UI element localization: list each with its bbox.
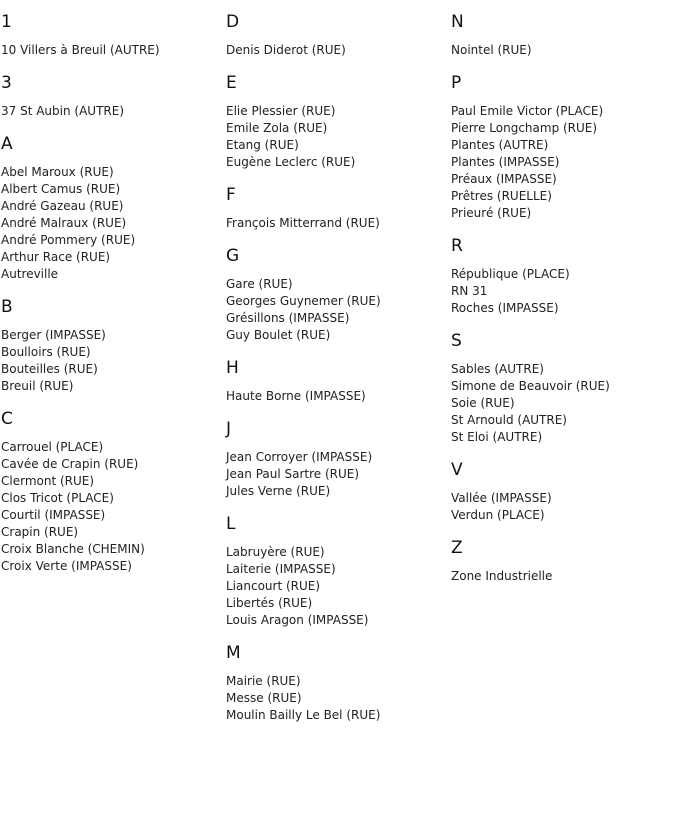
street-list bbox=[1, 164, 216, 283]
street-item: André Gazeau (RUE) bbox=[1, 199, 124, 213]
section-letter-heading: M bbox=[226, 643, 241, 663]
street-item: Jean Corroyer (IMPASSE) bbox=[226, 450, 373, 464]
street-item: François Mitterrand (RUE) bbox=[226, 216, 380, 230]
street-list bbox=[226, 544, 441, 629]
street-item: Denis Diderot (RUE) bbox=[226, 43, 346, 57]
letter-section bbox=[226, 514, 441, 629]
street-item: 37 St Aubin (AUTRE) bbox=[1, 104, 125, 118]
index-column-3 bbox=[451, 12, 666, 599]
street-list bbox=[1, 103, 216, 120]
street-item: Berger (IMPASSE) bbox=[1, 328, 106, 342]
street-item: Boulloirs (RUE) bbox=[1, 345, 91, 359]
section-letter-heading: Z bbox=[451, 538, 463, 558]
section-letter-heading: S bbox=[451, 331, 462, 351]
section-letter-heading: C bbox=[1, 409, 13, 429]
street-item: Guy Boulet (RUE) bbox=[226, 328, 331, 342]
street-item: Soie (RUE) bbox=[451, 396, 515, 410]
section-letter-heading: J bbox=[226, 419, 232, 439]
letter-section bbox=[451, 331, 666, 446]
street-item: Cavée de Crapin (RUE) bbox=[1, 457, 139, 471]
street-item: Zone Industrielle bbox=[451, 569, 553, 583]
street-list bbox=[451, 490, 666, 524]
street-list bbox=[451, 42, 666, 59]
street-list bbox=[226, 215, 441, 232]
street-list bbox=[1, 327, 216, 395]
street-item: Croix Verte (IMPASSE) bbox=[1, 559, 132, 573]
street-list bbox=[226, 276, 441, 344]
street-item: Sables (AUTRE) bbox=[451, 362, 544, 376]
street-item: Eugène Leclerc (RUE) bbox=[226, 155, 356, 169]
street-item: Prieuré (RUE) bbox=[451, 206, 532, 220]
street-item: Clos Tricot (PLACE) bbox=[1, 491, 114, 505]
section-letter-heading: 3 bbox=[1, 73, 12, 93]
section-letter-heading: 1 bbox=[1, 12, 12, 32]
street-item: Jules Verne (RUE) bbox=[226, 484, 331, 498]
street-list bbox=[226, 673, 441, 724]
street-item: Crapin (RUE) bbox=[1, 525, 79, 539]
section-letter-heading: F bbox=[226, 185, 236, 205]
street-item: République (PLACE) bbox=[451, 267, 570, 281]
street-item: Libertés (RUE) bbox=[226, 596, 313, 610]
section-letter-heading: A bbox=[1, 134, 13, 154]
street-list bbox=[451, 103, 666, 222]
section-letter-heading: G bbox=[226, 246, 240, 266]
street-item: Plantes (IMPASSE) bbox=[451, 155, 560, 169]
street-item: Clermont (RUE) bbox=[1, 474, 95, 488]
section-letter-heading: R bbox=[451, 236, 463, 256]
section-letter-heading: D bbox=[226, 12, 240, 32]
street-item: Jean Paul Sartre (RUE) bbox=[226, 467, 360, 481]
street-item: Gare (RUE) bbox=[226, 277, 293, 291]
street-item: Pierre Longchamp (RUE) bbox=[451, 121, 598, 135]
letter-section bbox=[1, 73, 216, 120]
street-item: Mairie (RUE) bbox=[226, 674, 301, 688]
letter-section bbox=[1, 12, 216, 59]
street-item: André Malraux (RUE) bbox=[1, 216, 127, 230]
letter-section bbox=[451, 236, 666, 317]
street-item: Arthur Race (RUE) bbox=[1, 250, 111, 264]
street-item: St Eloi (AUTRE) bbox=[451, 430, 543, 444]
section-letter-heading: H bbox=[226, 358, 239, 378]
street-item: Breuil (RUE) bbox=[1, 379, 74, 393]
letter-section bbox=[451, 12, 666, 59]
street-list bbox=[226, 42, 441, 59]
index-column-2 bbox=[226, 12, 441, 738]
street-item: Haute Borne (IMPASSE) bbox=[226, 389, 366, 403]
letter-section bbox=[226, 358, 441, 405]
street-item: Croix Blanche (CHEMIN) bbox=[1, 542, 145, 556]
letter-section bbox=[1, 134, 216, 283]
street-item: André Pommery (RUE) bbox=[1, 233, 136, 247]
section-letter-heading: N bbox=[451, 12, 464, 32]
street-item: Albert Camus (RUE) bbox=[1, 182, 121, 196]
street-item: Paul Emile Victor (PLACE) bbox=[451, 104, 604, 118]
letter-section bbox=[226, 246, 441, 344]
section-letter-heading: V bbox=[451, 460, 463, 480]
street-item: Prêtres (RUELLE) bbox=[451, 189, 552, 203]
letter-section bbox=[451, 460, 666, 524]
letter-section bbox=[226, 185, 441, 232]
street-item: Messe (RUE) bbox=[226, 691, 302, 705]
street-list bbox=[1, 439, 216, 575]
street-item: Georges Guynemer (RUE) bbox=[226, 294, 381, 308]
street-item: Autreville bbox=[1, 267, 59, 281]
street-item: Abel Maroux (RUE) bbox=[1, 165, 114, 179]
street-item: Emile Zola (RUE) bbox=[226, 121, 328, 135]
street-item: Courtil (IMPASSE) bbox=[1, 508, 106, 522]
letter-section bbox=[226, 73, 441, 171]
street-item: Labruyère (RUE) bbox=[226, 545, 325, 559]
street-item: Elie Plessier (RUE) bbox=[226, 104, 336, 118]
street-list bbox=[451, 361, 666, 446]
street-item: Etang (RUE) bbox=[226, 138, 299, 152]
street-item: 10 Villers à Breuil (AUTRE) bbox=[1, 43, 160, 57]
letter-section bbox=[226, 643, 441, 724]
letter-section bbox=[451, 73, 666, 222]
street-item: Nointel (RUE) bbox=[451, 43, 532, 57]
index-column-1 bbox=[1, 12, 216, 589]
street-list bbox=[226, 449, 441, 500]
street-item: Verdun (PLACE) bbox=[451, 508, 545, 522]
street-item: Louis Aragon (IMPASSE) bbox=[226, 613, 369, 627]
letter-section bbox=[226, 12, 441, 59]
section-letter-heading: P bbox=[451, 73, 462, 93]
street-item: Moulin Bailly Le Bel (RUE) bbox=[226, 708, 381, 722]
street-list bbox=[226, 103, 441, 171]
letter-section bbox=[226, 419, 441, 500]
street-item: Vallée (IMPASSE) bbox=[451, 491, 552, 505]
street-list bbox=[1, 42, 216, 59]
street-item: RN 31 bbox=[451, 284, 488, 298]
street-list bbox=[451, 266, 666, 317]
letter-section bbox=[1, 297, 216, 395]
street-item: Grésillons (IMPASSE) bbox=[226, 311, 350, 325]
street-item: Laiterie (IMPASSE) bbox=[226, 562, 336, 576]
street-list bbox=[451, 568, 666, 585]
street-list bbox=[226, 388, 441, 405]
section-letter-heading: E bbox=[226, 73, 237, 93]
street-item: Simone de Beauvoir (RUE) bbox=[451, 379, 610, 393]
section-letter-heading: L bbox=[226, 514, 236, 534]
street-item: Plantes (AUTRE) bbox=[451, 138, 549, 152]
section-letter-heading: B bbox=[1, 297, 13, 317]
street-item: Roches (IMPASSE) bbox=[451, 301, 559, 315]
street-item: St Arnould (AUTRE) bbox=[451, 413, 567, 427]
street-item: Bouteilles (RUE) bbox=[1, 362, 98, 376]
letter-section bbox=[451, 538, 666, 585]
street-item: Préaux (IMPASSE) bbox=[451, 172, 557, 186]
letter-section bbox=[1, 409, 216, 575]
street-item: Liancourt (RUE) bbox=[226, 579, 321, 593]
street-item: Carrouel (PLACE) bbox=[1, 440, 104, 454]
